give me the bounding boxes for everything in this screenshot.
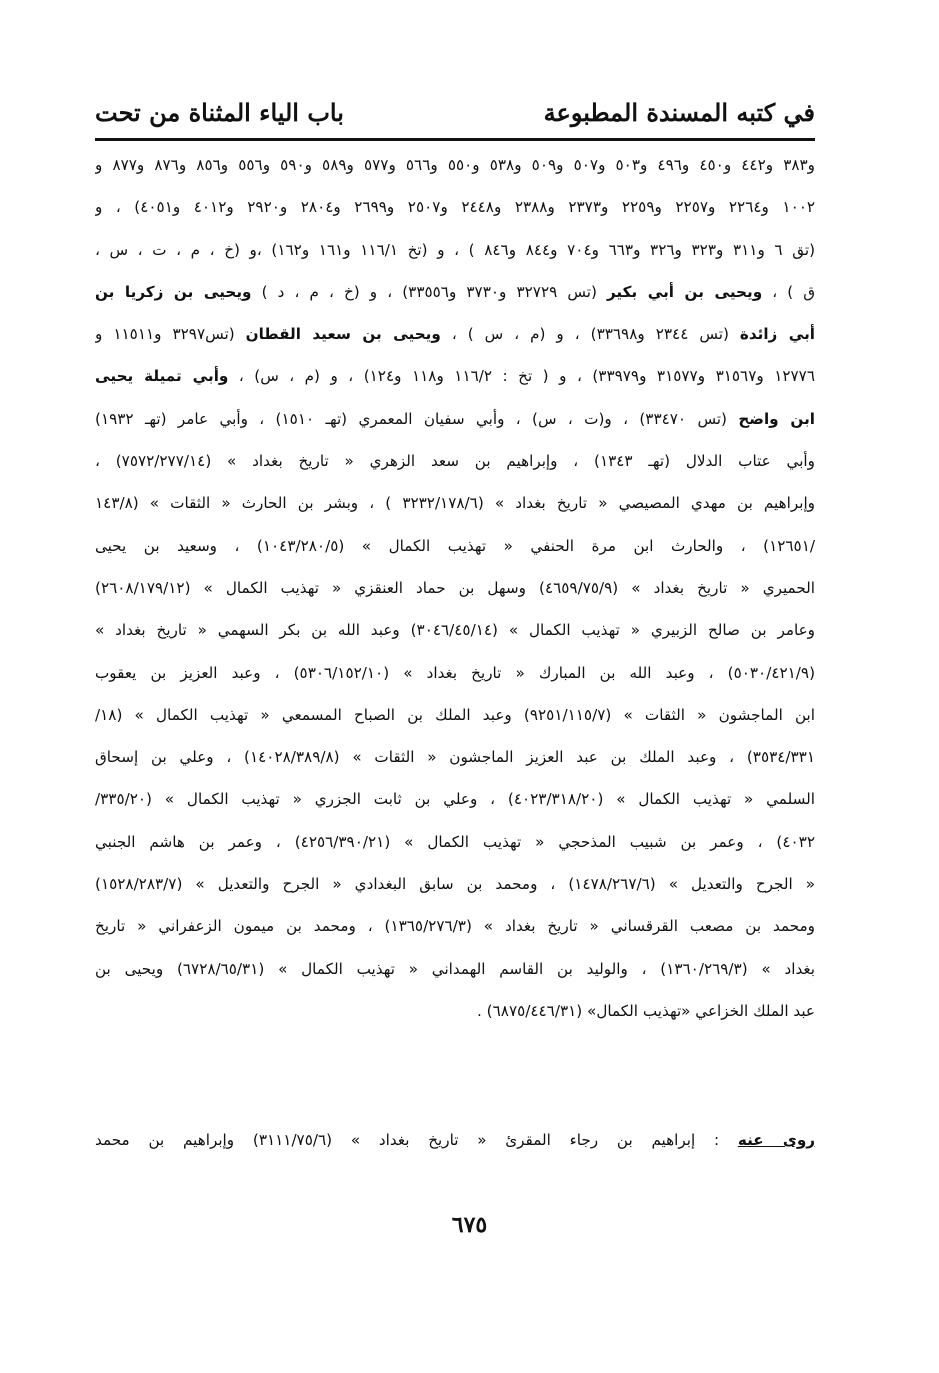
narrators-line [95, 1120, 815, 1160]
narrators-text: : إبراهيم بن رجاء المقرئ « تاريخ بغداد » (٣١١١/٧٥/٦) وإبراهيم بن محمد [95, 1131, 720, 1149]
narrators-label: روى عنه [737, 1131, 815, 1149]
text-line: ابن واضح (تس ٣٣٤٧٠) ، و(ت ، س) ، وأبي سفيان المعمري (تهـ ١٥١٠) ، وأبي عامر (تهـ ١٩٣٢) [95, 409, 815, 428]
text-line: ٤٠٣٢) ، وعمر بن شبيب المذحجي « تهذيب الكمال » (٤٢٥٦/٣٩٠/٢١) ، وعمر بن هاشم الجنبي [95, 832, 815, 851]
text-line: وإبراهيم بن مهدي المصيصي « تاريخ بغداد » (٣٢٣٢/١٧٨/٦ ) ، وبشر بن الحارث « الثقات » (١٤٣/٨ [95, 494, 815, 513]
text-line: الحميري « تاريخ بغداد » (٤٦٥٩/٧٥/٩) وسهل بن حماد العنقزي « تهذيب الكمال » (٢٦٠٨/١٧٩/١٢) [95, 578, 815, 597]
text-line: عبد الملك الخزاعي «تهذيب الكمال» (٦٨٧٥/٤٤٦/٣١) . [477, 1001, 815, 1020]
text-line: /١٢٦٥١) ، والحارث ابن مرة الحنفي « تهذيب الكمال » (١٠٤٣/٢٨٠/٥) ، وسعيد بن يحيى [95, 536, 815, 555]
text-line: ومحمد بن مصعب القرقساني « تاريخ بغداد » (١٣٦٥/٢٧٦/٣) ، ومحمد بن ميمون الزعفراني « تاريخ [95, 917, 815, 936]
text-line: ق ) ، ويحيى بن أبي بكير (تس ٣٢٧٢٩ و٣٧٣٠ و٣٣٥٥٦) ، و (خ ، م ، د ) ويحيى بن زكريا بن [95, 282, 815, 301]
header-book-title: في كتبه المسندة المطبوعة [543, 97, 815, 127]
header-rule [95, 138, 815, 141]
text-line: ابن الماجشون « الثقات » (٩٢٥١/١١٥/٧) وعبد الملك بن الصباح المسمعي « تهذيب الكمال » (١٨/ [95, 705, 815, 724]
text-line: السلمي « تهذيب الكمال » (٤٠٢٣/٣١٨/٢٠) ، وعلي بن ثابت الجزري « تهذيب الكمال » (٣٣٥/٢٠/ [95, 790, 815, 809]
text-line: و٣٨٣ و٤٤٢ و٤٥٠ و٤٩٦ و٥٠٣ و٥٠٧ و٥٠٩ و٥٣٨ و٥٥٠ و٥٦٦ و٥٧٧ و٥٨٩ و٥٩٠ و٥٥٦ و٨٥٦ و٨٧٦ و٨٧٧ و [95, 156, 815, 174]
text-line: (تق ٦ و٣١١ و٣٢٣ و٣٢٦ و٦٦٣ و٧٠٤ و٨٤٤ و٨٤٦ ) ، و (تخ ١١٦/١ و١٦١ و١٦٢) ،و (خ ، م ، ت ، س ، [95, 240, 815, 259]
text-line: « الجرح والتعديل » (١٤٧٨/٢٦٧/٦) ، ومحمد بن سابق البغدادي « الجرح والتعديل » (١٥٢٨/٢٨٣/٧) [95, 875, 815, 894]
text-line: ١٠٠٢ و٢٢٦٤ و٢٢٥٧ و٢٢٥٩ و٢٣٧٣ و٢٣٨٨ و٢٤٤٨ و٢٥٠٧ و٢٦٩٩ و٢٨٠٤ و٢٩٢٠ و٤٠١٢ و٤٠٥١) ، و [95, 198, 815, 217]
text-line: وعامر بن صالح الزبيري « تهذيب الكمال » (٣٠٤٦/٤٥/١٤) وعبد الله بن بكر السهمي « تاريخ بغداد » [95, 621, 815, 640]
text-line: أبي زائدة (تس ٢٣٤٤ و٣٣٦٩٨) ، و (م ، س ) ، ويحيى بن سعيد القطان (تس٣٢٩٧ و١١٥١١ و [95, 325, 815, 344]
running-header [95, 92, 815, 132]
page-number: ٦٧٥ [451, 1212, 488, 1238]
text-line: بغداد » (١٣٦٠/٢٦٩/٣) ، والوليد بن القاسم الهمداني « تهذيب الكمال » (٦٧٢٨/٦٥/٣١) ويحيى بن [95, 959, 815, 978]
body-text [95, 144, 815, 1032]
header-chapter-title: باب الياء المثناة من تحت [95, 97, 344, 127]
text-line: ٣٥٣٤/٣٣١) ، وعبد الملك بن عبد العزيز الماجشون « الثقات » (١٤٠٢٨/٣٨٩/٨) ، وعلي بن إسحاق [95, 748, 815, 767]
text-line: (٥٠٣٠/٤٢١/٩) ، وعبد الله بن المبارك « تاريخ بغداد » (٥٣٠٦/١٥٢/١٠) ، وعبد العزيز بن يعقوب [95, 663, 815, 682]
text-line: ١٢٧٧٦ و٣١٥٦٧ و٣١٥٧٧ و٣٣٩٧٩) ، و ( تخ : ١١٦/٢ و١١٨ و١٢٤) ، و (م ، س) ، وأبي تميلة يحيى [95, 367, 815, 386]
text-line: وأبي عتاب الدلال (تهـ ١٣٤٣) ، وإبراهيم بن سعد الزهري « تاريخ بغداد » (٧٥٧٢/٢٧٧/١٤) ، [95, 452, 815, 471]
